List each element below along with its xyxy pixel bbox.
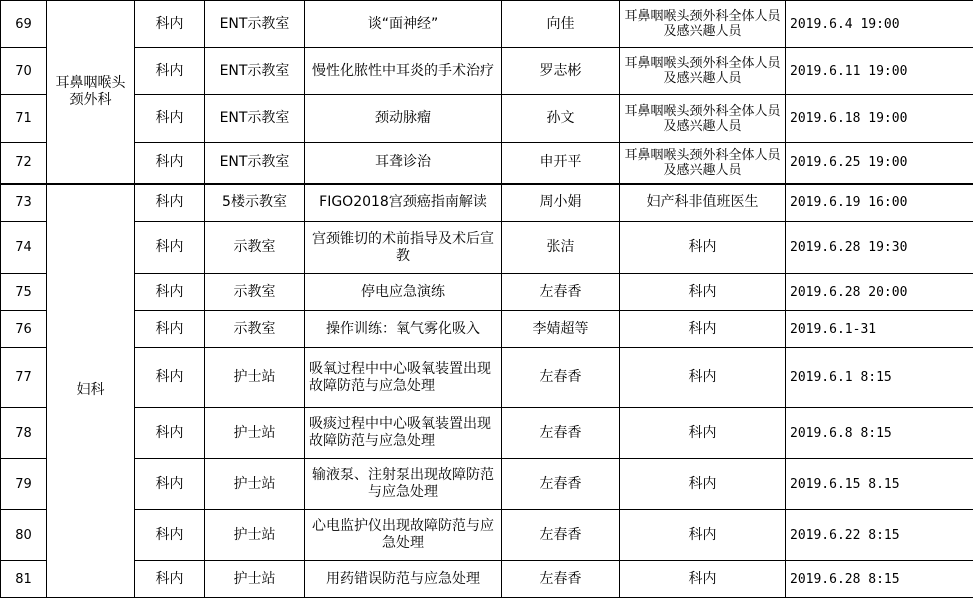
time-cell: 2019.6.8 8:15 [786, 408, 973, 459]
speaker-cell: 左春香 [502, 348, 620, 408]
audience-cell: 科内 [620, 561, 786, 598]
location-cell: 示教室 [205, 222, 305, 274]
speaker-cell: 罗志彬 [502, 48, 620, 95]
row-number: 79 [1, 459, 47, 510]
organizer-cell: 科内 [135, 222, 205, 274]
department-line: 颈外科 [69, 91, 112, 108]
table-row [1, 459, 973, 510]
speaker-cell: 左春香 [502, 274, 620, 311]
table-row [1, 408, 973, 459]
organizer-cell: 科内 [135, 348, 205, 408]
audience-cell: 耳鼻咽喉头颈外科全体人员及感兴趣人员 [620, 143, 786, 184]
speaker-cell: 李婧超等 [502, 311, 620, 348]
table-row [1, 95, 973, 143]
row-number: 76 [1, 311, 47, 348]
location-cell: 护士站 [205, 459, 305, 510]
location-cell: 示教室 [205, 274, 305, 311]
speaker-cell: 左春香 [502, 510, 620, 561]
audience-cell: 耳鼻咽喉头颈外科全体人员及感兴趣人员 [620, 95, 786, 143]
audience-cell: 妇产科非值班医生 [620, 184, 786, 222]
time-cell: 2019.6.1 8:15 [786, 348, 973, 408]
location-cell: 护士站 [205, 408, 305, 459]
table-row [1, 348, 973, 408]
speaker-cell: 孙文 [502, 95, 620, 143]
audience-cell: 科内 [620, 348, 786, 408]
time-cell: 2019.6.28 19:30 [786, 222, 973, 274]
audience-cell: 科内 [620, 510, 786, 561]
table-row [1, 561, 973, 598]
time-cell: 2019.6.4 19:00 [786, 1, 973, 48]
department-line: 耳鼻咽喉头 [55, 74, 126, 91]
audience-cell: 耳鼻咽喉头颈外科全体人员及感兴趣人员 [620, 48, 786, 95]
row-number: 77 [1, 348, 47, 408]
audience-cell: 科内 [620, 311, 786, 348]
time-cell: 2019.6.28 8:15 [786, 561, 973, 598]
time-cell: 2019.6.19 16:00 [786, 184, 973, 222]
location-cell: ENT示教室 [205, 95, 305, 143]
time-cell: 2019.6.22 8:15 [786, 510, 973, 561]
row-number: 71 [1, 95, 47, 143]
topic-cell: 停电应急演练 [305, 274, 502, 311]
time-cell: 2019.6.18 19:00 [786, 95, 973, 143]
organizer-cell: 科内 [135, 184, 205, 222]
table-row [1, 184, 973, 222]
row-number: 74 [1, 222, 47, 274]
row-number: 73 [1, 184, 47, 222]
speaker-cell: 申开平 [502, 143, 620, 184]
speaker-cell: 张洁 [502, 222, 620, 274]
topic-cell: 耳聋诊治 [305, 143, 502, 184]
location-cell: ENT示教室 [205, 1, 305, 48]
time-cell: 2019.6.11 19:00 [786, 48, 973, 95]
table-row [1, 311, 973, 348]
speaker-cell: 向佳 [502, 1, 620, 48]
audience-cell: 科内 [620, 459, 786, 510]
table-row [1, 510, 973, 561]
location-cell: 护士站 [205, 510, 305, 561]
speaker-cell: 周小娟 [502, 184, 620, 222]
location-cell: 5楼示教室 [205, 184, 305, 222]
topic-cell: FIGO2018宫颈癌指南解读 [305, 184, 502, 222]
row-number: 70 [1, 48, 47, 95]
topic-cell: 用药错误防范与应急处理 [305, 561, 502, 598]
topic-cell: 吸痰过程中中心吸氧装置出现故障防范与应急处理 [305, 408, 502, 459]
table-row [1, 274, 973, 311]
organizer-cell: 科内 [135, 510, 205, 561]
location-cell: 示教室 [205, 311, 305, 348]
row-number: 78 [1, 408, 47, 459]
table-row [1, 143, 973, 184]
topic-cell: 吸氧过程中中心吸氧装置出现故障防范与应急处理 [305, 348, 502, 408]
speaker-cell: 左春香 [502, 408, 620, 459]
row-number: 75 [1, 274, 47, 311]
location-cell: 护士站 [205, 561, 305, 598]
table-row [1, 48, 973, 95]
organizer-cell: 科内 [135, 561, 205, 598]
row-number: 72 [1, 143, 47, 184]
organizer-cell: 科内 [135, 311, 205, 348]
topic-cell: 输液泵、注射泵出现故障防范与应急处理 [305, 459, 502, 510]
topic-cell: 颈动脉瘤 [305, 95, 502, 143]
row-number: 69 [1, 1, 47, 48]
topic-cell: 慢性化脓性中耳炎的手术治疗 [305, 48, 502, 95]
speaker-cell: 左春香 [502, 561, 620, 598]
topic-cell: 谈“面神经” [305, 1, 502, 48]
audience-cell: 科内 [620, 274, 786, 311]
location-cell: ENT示教室 [205, 143, 305, 184]
location-cell: 护士站 [205, 348, 305, 408]
speaker-cell: 左春香 [502, 459, 620, 510]
table-row [1, 1, 973, 48]
organizer-cell: 科内 [135, 274, 205, 311]
organizer-cell: 科内 [135, 48, 205, 95]
department-cell: 妇科 [47, 184, 135, 598]
table-row [1, 222, 973, 274]
time-cell: 2019.6.25 19:00 [786, 143, 973, 184]
topic-cell: 宫颈锥切的术前指导及术后宣教 [305, 222, 502, 274]
time-cell: 2019.6.28 20:00 [786, 274, 973, 311]
row-number: 80 [1, 510, 47, 561]
topic-cell: 心电监护仪出现故障防范与应急处理 [305, 510, 502, 561]
audience-cell: 科内 [620, 408, 786, 459]
row-number: 81 [1, 561, 47, 598]
organizer-cell: 科内 [135, 1, 205, 48]
location-cell: ENT示教室 [205, 48, 305, 95]
department-cell [47, 1, 135, 184]
topic-cell: 操作训练：氧气雾化吸入 [305, 311, 502, 348]
organizer-cell: 科内 [135, 408, 205, 459]
organizer-cell: 科内 [135, 459, 205, 510]
time-cell: 2019.6.1-31 [786, 311, 973, 348]
audience-cell: 耳鼻咽喉头颈外科全体人员及感兴趣人员 [620, 1, 786, 48]
audience-cell: 科内 [620, 222, 786, 274]
organizer-cell: 科内 [135, 143, 205, 184]
organizer-cell: 科内 [135, 95, 205, 143]
time-cell: 2019.6.15 8.15 [786, 459, 973, 510]
